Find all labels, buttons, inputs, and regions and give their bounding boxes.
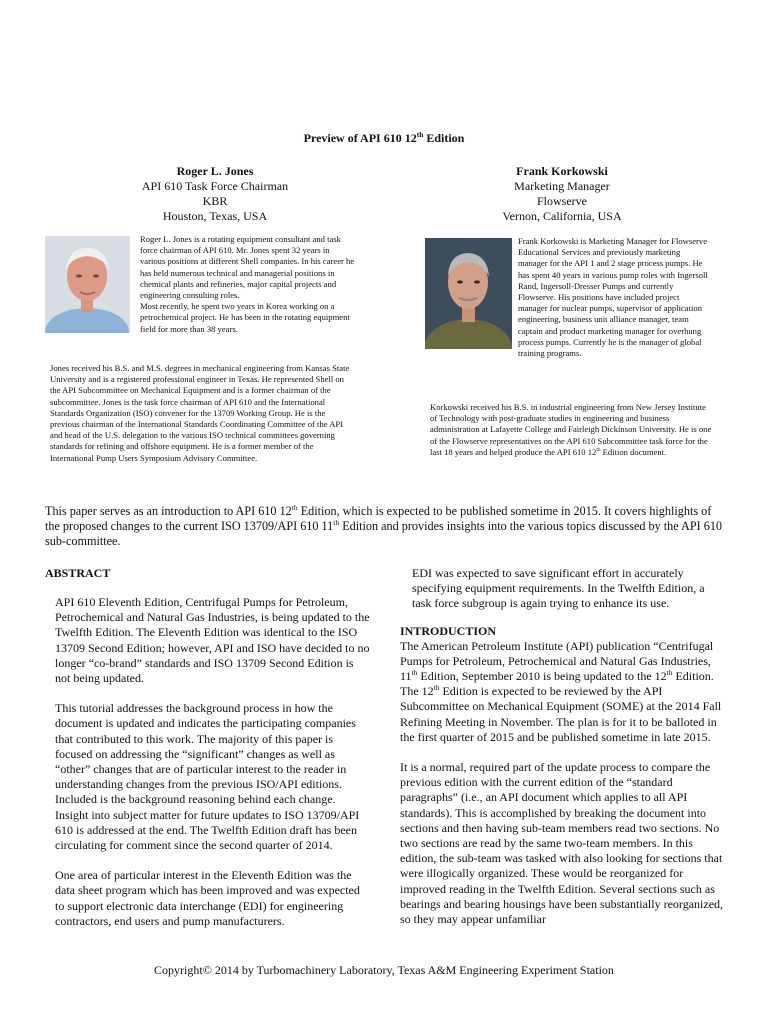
author-name: Roger L. Jones (176, 164, 254, 178)
introduction-para-1: The American Petroleum Institute (API) publication “Centrifugal Pumps for Petroleum, Petrochemical and Natural Gas Industries, 11th Edition, September 2010 is being updated to the 12th Edition. The 12th Edition is expected to be reviewed by the API Subcommittee on Mechanical Equipment (SOME) at the 2014 Fall Refining Meeting in November. The plan is for it to be balloted in the first quarter of 2015 and be published sometime in late 2015. (400, 638, 722, 744)
abstract-heading: ABSTRACT (45, 566, 111, 580)
right-column (400, 566, 725, 927)
author-org: KBR (202, 194, 228, 208)
author-jones (95, 164, 335, 224)
author-role: Marketing Manager (514, 179, 610, 193)
korkowski-portrait-photo (425, 238, 512, 349)
introduction-para-2: It is a normal, required part of the update process to compare the previous edition with the current edition of the “standard paragraphs” (i.e., an API document which applies to all API standards). This is accomplished by breaking the document into sections and then having sub-team members read two sections. No two sections are read by the same two-team members. In this edition, the sub-team was tasked with also looking for sections that were illogically organized. These would be reorganized for improved reading in the Twelfth Edition. Several sections such as bearings and bearing housings have been substantially reorganized, so they may appear unfamiliar (400, 760, 724, 927)
author-name: Frank Korkowski (516, 164, 608, 178)
abstract-para-2: This tutorial addresses the background process in how the document is updated and indicates the participating companies that contributed to this work. The majority of this paper is focused on addressing the “significant” changes as well as “other” changes that are of particular interest to the reader in understanding changes from the previous ISO/API editions. Included is the background reasoning behind each change. Insight into subject matter for future updates to ISO 13709/API 610 is addressed at the end. The Twelfth Edition draft has been circulating for comment since the second quarter of 2014. (55, 701, 360, 853)
jones-portrait-photo (45, 236, 130, 333)
korkowski-bio-education: Korkowski received his B.S. in industrial engineering from New Jersey Institute of Technology with post-graduate studies in engineering and business administration at Lafayette College and Fairleigh Dickinson University. He is one of the Flowserve representatives on the API 610 Subcommittee task force for the last 18 years and helped produce the API 610 12th Edition document. (430, 402, 712, 457)
introduction-heading: INTRODUCTION (400, 623, 497, 638)
korkowski-bio-side: Frank Korkowski is Marketing Manager for Flowserve Educational Services and previously marketing manager for the API 1 and 2 stage process pumps. He has spent 40 years in various pump roles with Ingersoll Rand, Ingersoll-Dresser Pumps and currently Flowserve. His positions have included project manager for nuclear pumps, supervisor of application engineering, business unit alliance manager, team captain and product marketing manager for overhung process pumps. Currently he is the manager of global training programs. (518, 236, 708, 359)
author-role: API 610 Task Force Chairman (141, 179, 289, 193)
left-column (45, 566, 370, 929)
jones-bio-side: Roger L. Jones is a rotating equipment consultant and task force chairman of API 610. Mr. Jones spent 32 years in various positions at different Shell companies. In his career he has held numerous technical and managerial positions in chemical plants and refineries, major capital projects and engineering consulting roles. Most recently, he spent two years in Korea working on a petrochemical project. He has been in the rotating equipment field for more than 38 years. (140, 234, 355, 334)
copyright-footer: Copyright© 2014 by Turbomachinery Laboratory, Texas A&M Engineering Experiment Station (154, 963, 614, 977)
author-org: Flowserve (537, 194, 587, 208)
page-title: Preview of API 610 12th Edition (303, 130, 465, 145)
author-location: Houston, Texas, USA (162, 209, 268, 223)
abstract-para-1: API 610 Eleventh Edition, Centrifugal Pumps for Petroleum, Petrochemical and Natural Gas Industries, is being updated to the Twelfth Edition. The Eleventh Edition was identical to the ISO 13709 Second Edition; however, API and ISO have decided to no longer “co-brand” standards and ISO 13709 Second Edition is not being updated. (55, 595, 370, 686)
jones-bio-education: Jones received his B.S. and M.S. degrees in mechanical engineering from Kansas State University and is a registered professional engineer in Texas. He represented Shell on the API Subcommittee on Mechanical Equipment and is a former chairman of the subcommittee. Jones is the task force chairman of API 610 and the International Standards Organization (ISO) convener for the 13709 Working Group. He is the previous chairman of the International Standards Coordinating Committee of the API and head of the U.S. delegation to the various ISO technical committees governing standards for refining and offshore equipment. He is a former member of the International Pump Users Symposium Advisory Committee. (50, 363, 350, 463)
abstract-para-3: One area of particular interest in the Eleventh Edition was the data sheet program which has been improved and was expected to support electronic data interchange (EDI) for engineering contractors, end users and pump manufacturers. (55, 868, 360, 928)
author-korkowski (442, 164, 682, 224)
abstract-para-4: EDI was expected to save significant effort in accurately specifying equipment requirements. In the Twelfth Edition, a task force subgroup is again trying to enhance its use. (412, 566, 705, 611)
intro-summary: This paper serves as an introduction to API 610 12th Edition, which is expected to be published sometime in 2015. It covers highlights of the proposed changes to the current ISO 13709/API 610 11th Edition and provides insights into the various topics discussed by the API 610 sub-committee. (45, 502, 723, 549)
author-location: Vernon, California, USA (502, 209, 622, 223)
